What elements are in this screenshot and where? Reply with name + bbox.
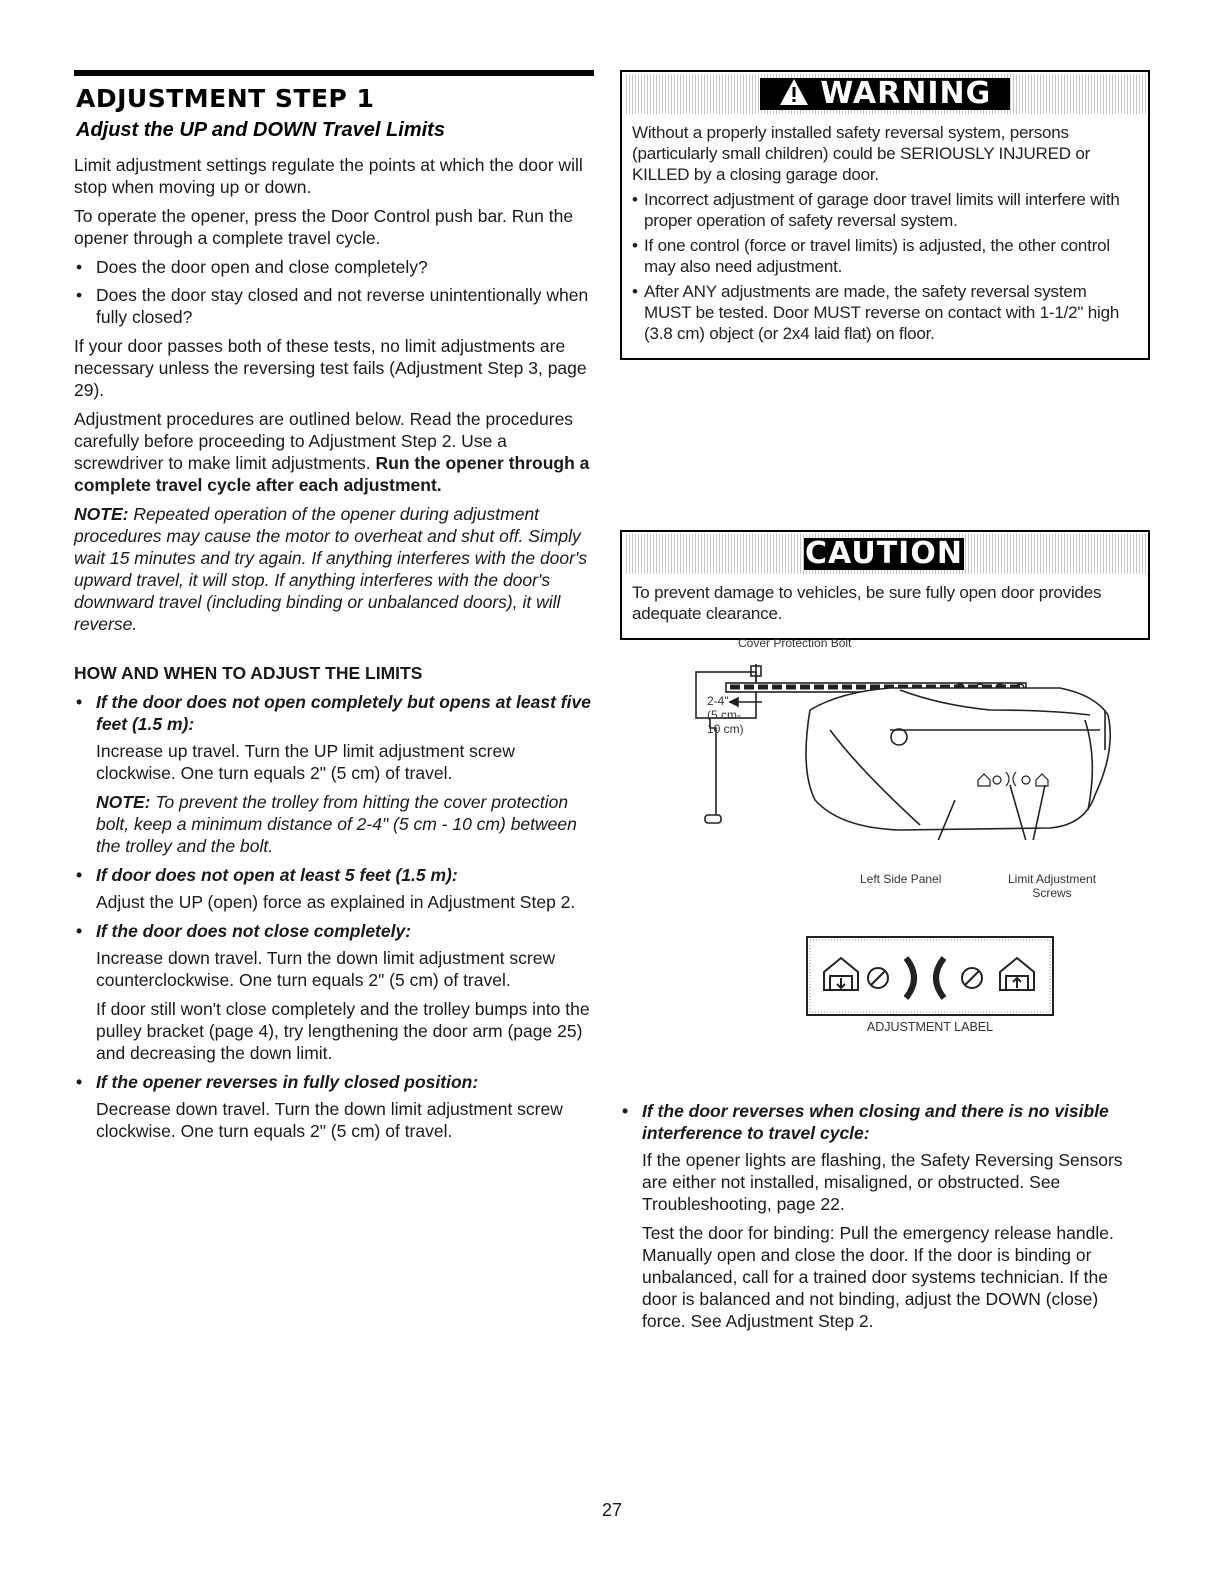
how-heading: HOW AND WHEN TO ADJUST THE LIMITS xyxy=(74,663,423,683)
condition-2: • If door does not open at least 5 feet (1.5 m): xyxy=(74,864,592,886)
warning-paragraph: Without a properly installed safety reversal system, persons (particularly small children) could be SERIOUSLY INJURED or KILLED by a closing garage door. xyxy=(632,123,1091,184)
intro-bullet: • Does the door stay closed and not reverse unintentionally when fully closed? xyxy=(74,284,592,328)
warning-bullet: • Incorrect adjustment of garage door travel limits will interfere with proper operation of safety reversal system. xyxy=(632,189,1138,231)
condition-4: • If the opener reverses in fully closed position: xyxy=(74,1071,592,1093)
intro-bullet: • Does the door open and close completely? xyxy=(74,256,592,278)
intro-note xyxy=(74,503,592,635)
intro-paragraph-3: If your door passes both of these tests, no limit adjustments are necessary unless the reversing test fails (Adjustment Step 3, page 29). xyxy=(74,336,587,400)
condition-5-text-2: Test the door for binding: Pull the emergency release handle. Manually open and close the door. If the door is binding or unbalanced, call for a trained door systems technician. If the door is balanced and not binding, adjust the DOWN (close) force. See Adjustment Step 2. xyxy=(642,1223,1114,1331)
caution-text: To prevent damage to vehicles, be sure fully open door provides adequate clearance. xyxy=(632,583,1102,623)
distance-line-3: 10 cm) xyxy=(707,722,744,736)
warning-body xyxy=(622,116,1148,358)
warning-header xyxy=(624,74,1146,114)
intro-paragraph-1: Limit adjustment settings regulate the points at which the door will stop when moving up or down. xyxy=(74,155,583,197)
warning-bullet: • If one control (force or travel limits) is adjusted, the other control may also need adjustment. xyxy=(632,235,1138,277)
condition-5-text: If the opener lights are flashing, the Safety Reversing Sensors are either not installed, misaligned, or obstructed. See Troubleshooting, page 22. xyxy=(642,1150,1123,1214)
right-column xyxy=(620,70,1150,640)
condition-3-text-2: If door still won't close completely and the trolley bumps into the pulley bracket (page 4), try lengthening the door arm (page 25) and decreasing the down limit. xyxy=(96,999,590,1063)
adjustment-label xyxy=(806,936,1054,1016)
note-label: NOTE: xyxy=(74,504,129,524)
caution-header xyxy=(624,534,1146,574)
intro-paragraph-4-bold: Run the opener through a complete travel cycle after each adjustment. xyxy=(74,453,590,495)
intro-paragraph-2: To operate the opener, press the Door Control push bar. Run the opener through a complete travel cycle. xyxy=(74,206,574,248)
warning-box xyxy=(620,70,1150,360)
note-text: To prevent the trolley from hitting the cover protection bolt, keep a minimum distance of 2-4" (5 cm - 10 cm) between the trolley and the bolt. xyxy=(96,792,577,856)
adjustment-label-caption: ADJUSTMENT LABEL xyxy=(866,1020,994,1034)
caution-body xyxy=(622,576,1148,638)
condition-4-text: Decrease down travel. Turn the down limit adjustment screw clockwise. One turn equals 2" (5 cm) of travel. xyxy=(96,1099,563,1141)
left-panel-caption: Left Side Panel xyxy=(860,872,942,886)
limit-screws-line-1: Limit Adjustment xyxy=(1008,872,1097,886)
limit-screws-caption xyxy=(1008,872,1096,900)
heading-rule xyxy=(74,70,594,76)
caution-label: CAUTION xyxy=(805,536,963,571)
warning-tag xyxy=(760,78,1010,110)
note-text: Repeated operation of the opener during adjustment procedures may cause the motor to overheat and shut off. Simply wait 15 minutes and try again. If anything interferes with the door's upward travel, it will stop. If anything interferes with the door's downward travel (including binding or unbalanced doors), it will reverse. xyxy=(74,504,588,634)
cover-bolt-caption: Cover Protection Bolt xyxy=(738,636,852,650)
limit-screws-line-2: Screws xyxy=(1032,886,1072,900)
distance-line-2: (5 cm- xyxy=(707,708,741,722)
condition-3: • If the door does not close completely: xyxy=(74,920,592,942)
caution-tag xyxy=(804,538,964,570)
distance-caption xyxy=(707,694,744,736)
page-number: 27 xyxy=(601,1500,623,1520)
condition-5: • If the door reverses when closing and there is no visible interference to travel cycle: xyxy=(620,1100,1140,1144)
opener-illustration xyxy=(690,650,1130,840)
condition-2-text: Adjust the UP (open) force as explained in Adjustment Step 2. xyxy=(96,892,576,912)
warning-bullet: • After ANY adjustments are made, the safety reversal system MUST be tested. Door MUST reverse on contact with 1-1/2" high (3.8 cm) object (or 2x4 laid flat) on floor. xyxy=(632,281,1138,344)
note-label: NOTE: xyxy=(96,792,151,812)
condition-1-text: Increase up travel. Turn the UP limit adjustment screw clockwise. One turn equals 2" (5 cm) of travel. xyxy=(96,741,515,783)
caution-box xyxy=(620,530,1150,640)
step-subtitle: Adjust the UP and DOWN Travel Limits xyxy=(76,119,445,141)
right-bottom-section xyxy=(620,1100,1140,1339)
condition-1-note xyxy=(74,791,592,857)
warning-label: WARNING xyxy=(820,76,992,111)
distance-line-1: 2-4" xyxy=(707,694,729,708)
condition-3-text: Increase down travel. Turn the down limit adjustment screw counterclockwise. One turn equals 2" (5 cm) of travel. xyxy=(96,948,556,990)
intro-bullets xyxy=(74,256,592,328)
left-column xyxy=(74,70,592,1149)
intro-paragraph-4-text: Adjustment procedures are outlined below. Read the procedures carefully before proceeding to Adjustment Step 2. Use a screwdriver to make limit adjustments. xyxy=(74,409,574,473)
intro-paragraph-4 xyxy=(74,408,592,496)
warning-triangle-icon xyxy=(779,78,809,106)
condition-1: • If the door does not open completely but opens at least five feet (1.5 m): xyxy=(74,691,592,735)
step-heading: ADJUSTMENT STEP 1 xyxy=(76,84,375,113)
